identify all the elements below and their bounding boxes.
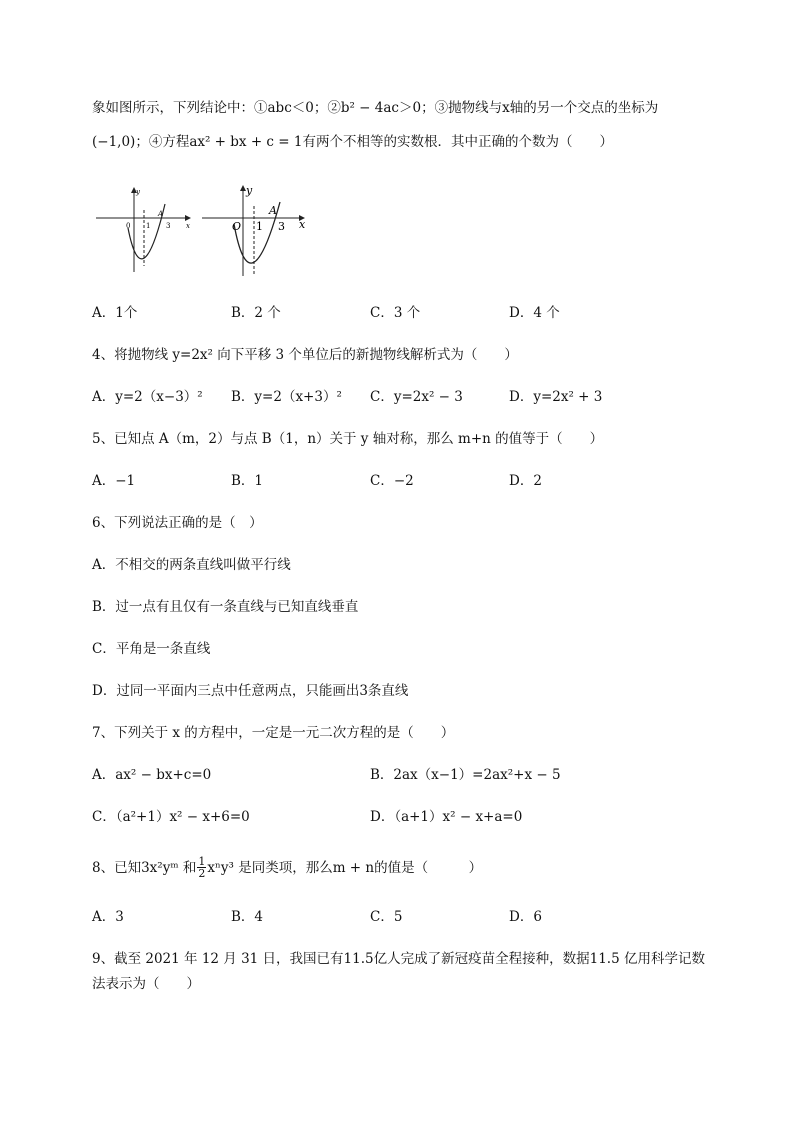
q3-option-d[interactable]: D．4 个 (509, 305, 560, 321)
q3-right-origin-label: O (232, 220, 242, 233)
q3-right-a-label: A (269, 204, 277, 217)
q8-option-b[interactable]: B．4 (231, 909, 264, 925)
q9-stem-line2: 法表示为（ ） (92, 976, 200, 992)
q7-stem: 7、下列关于 x 的方程中，一定是一元二次方程的是（ ） (92, 725, 455, 741)
q5-stem: 5、已知点 A（m，2）与点 B（1，n）关于 y 轴对称，那么 m+n 的值等于（ ） (92, 431, 604, 447)
q6-option-a[interactable]: A．不相交的两条直线叫做平行线 (92, 557, 291, 573)
q6-option-c[interactable]: C．平角是一条直线 (92, 641, 211, 657)
q7-option-a[interactable]: A．ax² − bx+c=0 (92, 767, 212, 783)
q8-option-c[interactable]: C．5 (370, 909, 403, 925)
q3-left-y-label: y (136, 188, 140, 196)
q3-figure-right (202, 186, 304, 276)
q3-right-y-label: y (246, 184, 253, 197)
q9-stem-line1: 9、截至 2021 年 12 月 31 日，我国已有11.5亿人完成了新冠疫苗全程接种，数据11.5 亿用科学记数 (92, 951, 705, 967)
q3-option-c[interactable]: C．3 个 (370, 305, 421, 321)
q8-option-a[interactable]: A．3 (92, 909, 124, 925)
q7-option-c[interactable]: C．（a²+1）x² − x+6=0 (92, 809, 250, 825)
q3-left-a-label: A (158, 210, 164, 218)
q8-fraction-numerator: 1 (198, 855, 206, 868)
q4-option-d[interactable]: D．y=2x² + 3 (509, 389, 603, 405)
q3-figure-left (96, 188, 190, 272)
q6-option-b[interactable]: B．过一点有且仅有一条直线与已知直线垂直 (92, 599, 359, 615)
q8-fraction (197, 856, 206, 879)
q3-option-b[interactable]: B．2 个 (231, 305, 281, 321)
q3-left-x-label: x (186, 222, 190, 230)
q7-option-b[interactable]: B．2ax（x−1）=2ax²+x − 5 (370, 767, 561, 783)
q3-option-a[interactable]: A．1个 (92, 305, 138, 321)
q5-option-b[interactable]: B．1 (231, 473, 264, 489)
q4-stem: 4、将抛物线 y=2x² 向下平移 3 个单位后的新抛物线解析式为（ ） (92, 347, 518, 363)
q3-right-one-label: 1 (256, 220, 263, 233)
q3-left-one-label: 1 (146, 222, 151, 230)
q7-option-d[interactable]: D．（a+1）x² − x+a=0 (370, 809, 523, 825)
q8-stem-prefix: 8、已知3x²yᵐ 和 (92, 859, 197, 876)
q3-right-x-label: x (299, 218, 306, 231)
q3-stem-line2: (−1,0)；④方程ax² + bx + c = 1有两个不相等的实数根．其中正确的个数为（ ） (92, 134, 613, 150)
q6-stem: 6、下列说法正确的是（ ） (92, 515, 263, 531)
q3-left-origin-label: 0 (126, 222, 131, 230)
q3-stem-line1: 象如图所示，下列结论中：①abc＜0；②b² − 4ac＞0；③抛物线与x轴的另一个交点的坐标为 (92, 100, 659, 116)
q5-option-d[interactable]: D．2 (509, 473, 542, 489)
q4-option-c[interactable]: C．y=2x² − 3 (370, 389, 463, 405)
q5-option-c[interactable]: C．−2 (370, 473, 414, 489)
q4-option-a[interactable]: A．y=2（x−3）² (92, 389, 203, 405)
q3-right-three-label: 3 (278, 220, 285, 233)
q5-option-a[interactable]: A．−1 (92, 473, 136, 489)
q8-fraction-denominator: 2 (198, 867, 206, 880)
q8-option-d[interactable]: D．6 (509, 909, 542, 925)
q3-left-three-label: 3 (166, 222, 171, 230)
q6-option-d[interactable]: D．过同一平面内三点中任意两点，只能画出3条直线 (92, 683, 409, 699)
q3-parabola-figures (92, 182, 322, 282)
q8-stem (92, 856, 482, 879)
q4-option-b[interactable]: B．y=2（x+3）² (231, 389, 342, 405)
q8-stem-suffix: xⁿy³ 是同类项，那么m + n的值是（ ） (207, 859, 483, 876)
